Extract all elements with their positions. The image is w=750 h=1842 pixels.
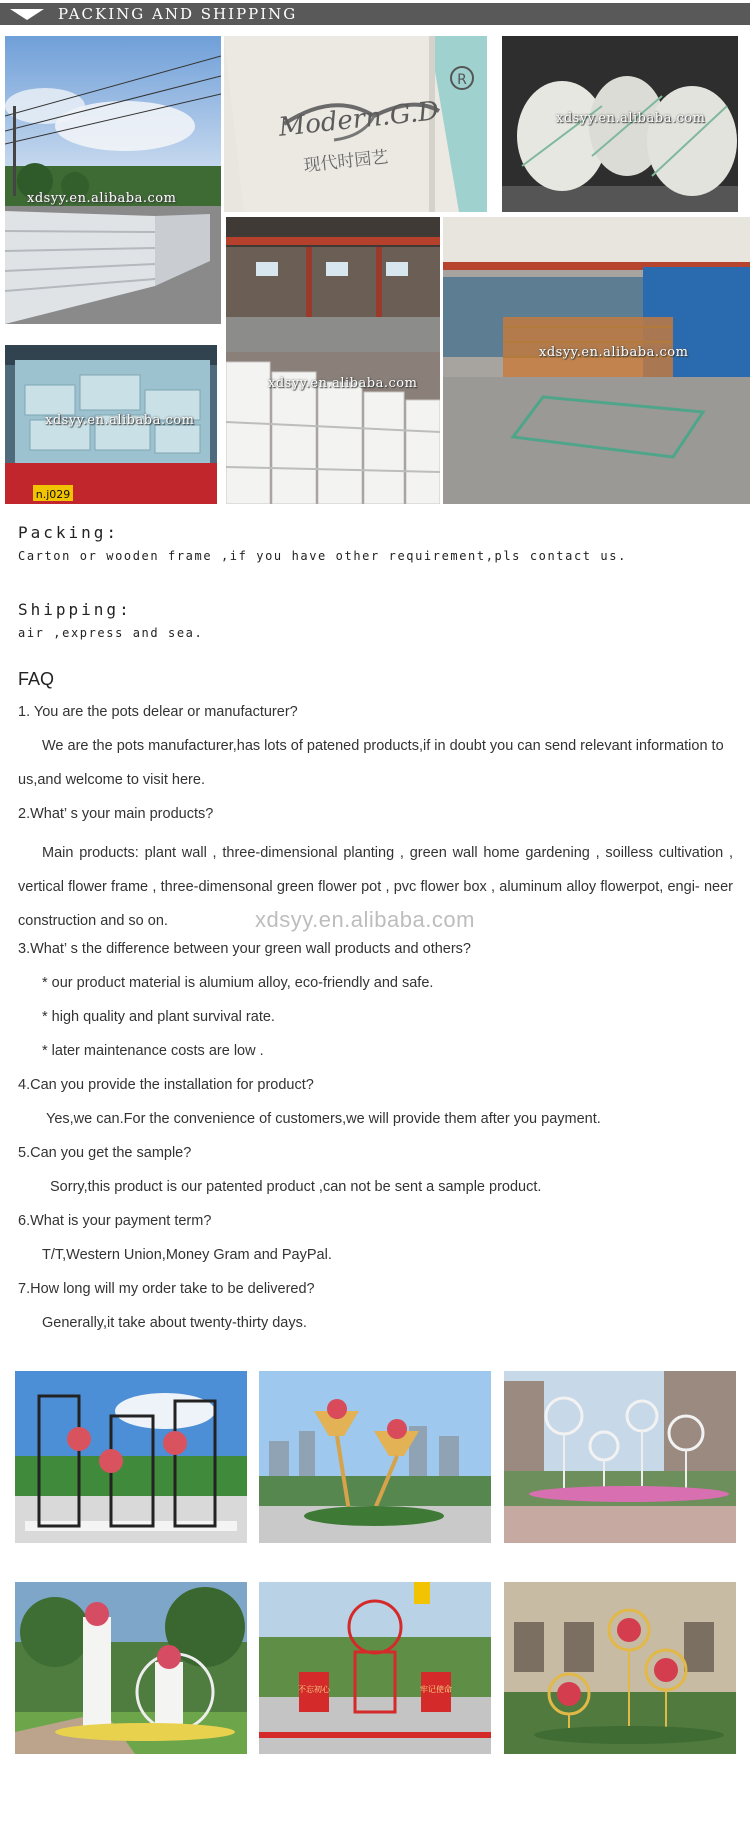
- product-white-column-stand: [15, 1582, 247, 1754]
- arch-flower-stand-image: [15, 1371, 247, 1543]
- triangle-icon: [10, 9, 44, 20]
- svg-text:Modern.G.D: Modern.G.D: [277, 96, 441, 143]
- photo-white-pots-stack: [226, 352, 440, 504]
- shipping-text: air ,express and sea.: [18, 626, 204, 640]
- photo-watermark: xdsyy.en.alibaba.com: [268, 376, 418, 391]
- factory-exterior-image: [5, 36, 221, 324]
- photo-watermark: xdsyy.en.alibaba.com: [45, 413, 195, 428]
- section-header-title: PACKING AND SHIPPING: [58, 5, 298, 23]
- photo-watermark: xdsyy.en.alibaba.com: [556, 111, 706, 126]
- faq-answer-3-item-2: * high quality and plant survival rate.: [42, 1009, 275, 1025]
- faq-question-1: 1. You are the pots delear or manufacturer?: [18, 704, 298, 720]
- product-red-sign-stand: [259, 1582, 491, 1754]
- faq-answer-7: Generally,it take about twenty-thirty days.: [42, 1315, 307, 1331]
- packing-heading: Packing:: [18, 523, 120, 542]
- faq-answer-3-item-3: * later maintenance costs are low .: [42, 1043, 264, 1059]
- faq-question-6: 6.What is your payment term?: [18, 1213, 212, 1229]
- packing-text: Carton or wooden frame ,if you have other requirement,pls contact us.: [18, 549, 627, 563]
- workshop-interior-image: [226, 217, 440, 352]
- photo-truck-loading: [5, 345, 217, 504]
- faq-title: FAQ: [18, 669, 55, 689]
- faq-answer-6: T/T,Western Union,Money Gram and PayPal.: [42, 1247, 332, 1263]
- photo-watermark: xdsyy.en.alibaba.com: [27, 191, 177, 206]
- section-header-bar: [0, 3, 750, 25]
- faq-answer-3-item-1: * our product material is alumium alloy, eco-friendly and safe.: [42, 975, 434, 991]
- faq-answer-4: Yes,we can.For the convenience of customers,we will provide them after you payment.: [46, 1111, 601, 1127]
- page-watermark: xdsyy.en.alibaba.com: [255, 907, 475, 932]
- photo-workshop-interior: [226, 217, 440, 352]
- red-sign-stand-image: [259, 1582, 491, 1754]
- photo-production-line: [443, 217, 750, 504]
- white-column-stand-image: [15, 1582, 247, 1754]
- faq-answer-5: Sorry,this product is our patented product ,can not be sent a sample product.: [50, 1179, 542, 1195]
- shipping-heading: Shipping:: [18, 600, 132, 619]
- svg-text:现代时园艺: 现代时园艺: [302, 147, 390, 177]
- ring-flower-stand-image: [504, 1371, 736, 1543]
- faq-answer-1-line-2: us,and welcome to visit here.: [18, 772, 205, 788]
- faq-question-7: 7.How long will my order take to be delivered?: [18, 1281, 315, 1297]
- photo-wrapped-pots: [502, 36, 738, 212]
- faq-question-5: 5.Can you get the sample?: [18, 1145, 192, 1161]
- faq-question-4: 4.Can you provide the installation for product?: [18, 1077, 314, 1093]
- photo-factory-exterior: [5, 36, 221, 324]
- photo-watermark: xdsyy.en.alibaba.com: [539, 345, 689, 360]
- production-line-image: [443, 217, 750, 504]
- svg-text:牢记使命: 牢记使命: [420, 1685, 452, 1694]
- faq-answer-2-text: Main products: plant wall , three-dimensional planting , green wall home gardening , soilless cultivation , vertical flower frame , three-dimensonal green flower pot , pvc flower box , aluminum alloy flowerpot, engi- neer construction and so on.: [18, 845, 733, 929]
- gold-ring-stand-image: [504, 1582, 736, 1754]
- product-gold-ring-stand: [504, 1582, 736, 1754]
- carton-logo-image: [224, 36, 487, 212]
- product-ring-flower-stand: [504, 1371, 736, 1543]
- faq-question-3: 3.What’ s the difference between your green wall products and others?: [18, 941, 471, 957]
- svg-text:R: R: [457, 72, 467, 88]
- white-pots-stack-image: [226, 352, 440, 504]
- faq-answer-1-line-1: We are the pots manufacturer,has lots of patened products,if in doubt you can send relevant information to: [42, 738, 724, 754]
- tree-flower-stand-image: [259, 1371, 491, 1543]
- product-tree-flower-stand: [259, 1371, 491, 1543]
- faq-question-2: 2.What’ s your main products?: [18, 806, 214, 822]
- photo-carton-logo: [224, 36, 487, 212]
- product-arch-flower-stand: [15, 1371, 247, 1543]
- svg-text:n.j029: n.j029: [35, 488, 71, 501]
- svg-text:不忘初心: 不忘初心: [298, 1685, 330, 1694]
